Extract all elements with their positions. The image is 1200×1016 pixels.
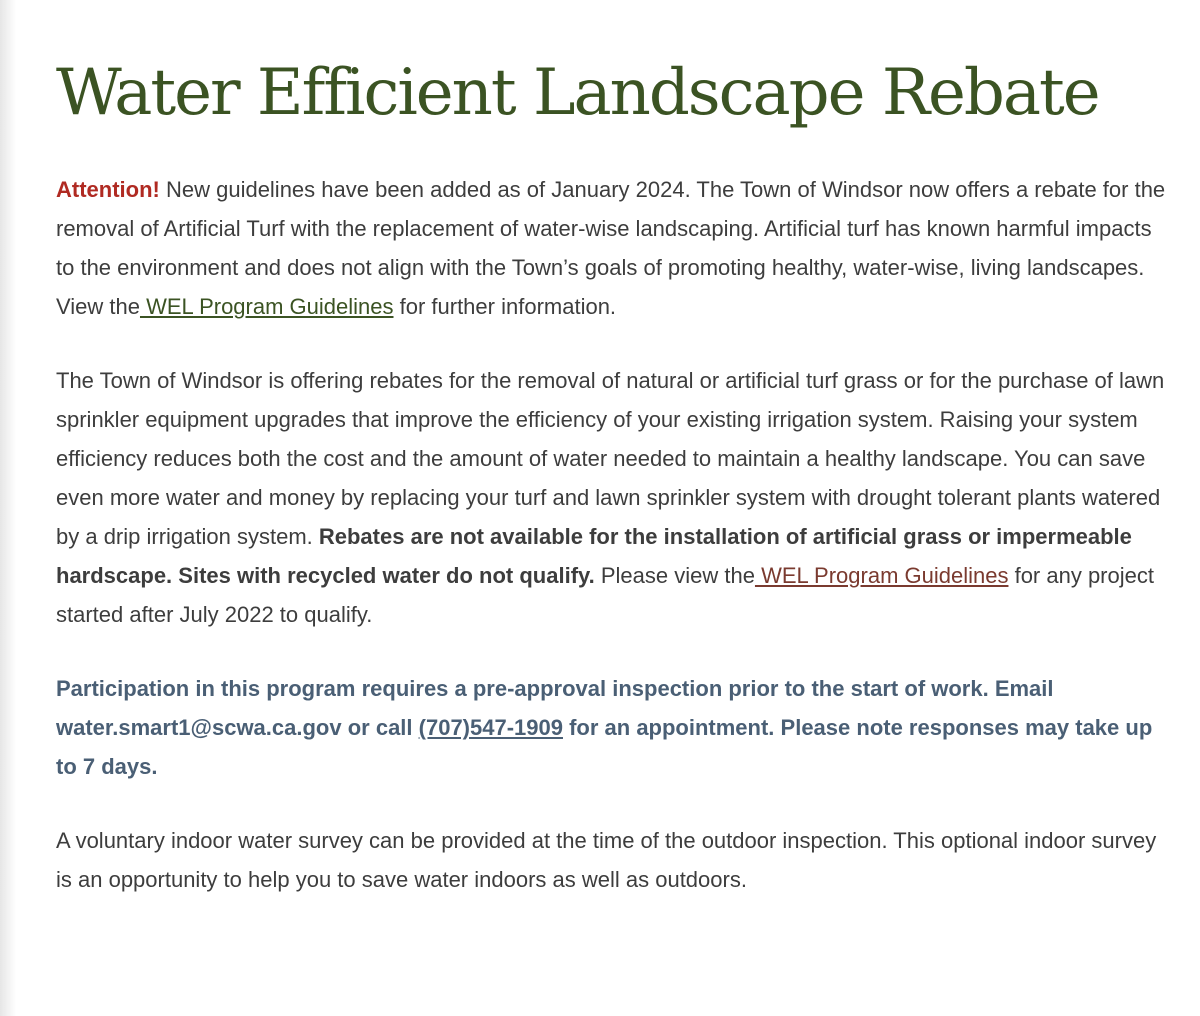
page-left-edge	[0, 0, 16, 1016]
wel-guidelines-link-2[interactable]: WEL Program Guidelines	[754, 563, 1009, 588]
inspection-notice-text: Participation in this program requires a pre-approval inspection prior to the start of work. Email water.smart1@scwa.ca.gov or call	[56, 676, 1054, 740]
rebate-info-text: The Town of Windsor is offering rebates for the removal of natural or artificial turf grass or for the purchase of lawn sprinkler equipment upgrades that improve the efficiency of your existing irrigation system. Raising your system efficiency reduces both the cost and the amount of water needed to maintain a healthy landscape. You can save even more water and money by replacing your turf and lawn sprinkler system with drought tolerant plants watered by a drip irrigation system.	[56, 368, 1165, 549]
rebate-info-text-end: for any project started after July 2022 to qualify.	[56, 563, 1154, 627]
rebate-info-paragraph	[56, 361, 1166, 634]
article-content	[56, 50, 1166, 934]
wel-guidelines-link-1[interactable]: WEL Program Guidelines	[139, 294, 394, 319]
attention-label: Attention!	[56, 177, 160, 202]
inspection-notice-text-end: for an appointment. Please note responses may take up to 7 days.	[56, 715, 1153, 779]
attention-paragraph	[56, 170, 1166, 326]
indoor-survey-paragraph: A voluntary indoor water survey can be provided at the time of the outdoor inspection. This optional indoor survey is an opportunity to help you to save water indoors as well as outdoors.	[56, 828, 1157, 892]
phone-link[interactable]: (707)547-1909	[418, 715, 563, 740]
rebate-info-text-2: Please view the	[594, 563, 755, 588]
attention-text-end: for further information.	[393, 294, 617, 319]
page-title: Water Efficient Landscape Rebate	[56, 56, 1099, 130]
inspection-notice-paragraph	[56, 669, 1166, 786]
rebate-restrictions-text: Rebates are not available for the installation of artificial grass or impermeable hardscape. Sites with recycled water do not qualify.	[56, 524, 1132, 588]
attention-text: New guidelines have been added as of January 2024. The Town of Windsor now offers a rebate for the removal of Artificial Turf with the replacement of water-wise landscaping. Artificial turf has known harmful impacts to the environment and does not align with the Town’s goals of promoting healthy, water-wise, living landscapes. View the	[56, 177, 1166, 319]
